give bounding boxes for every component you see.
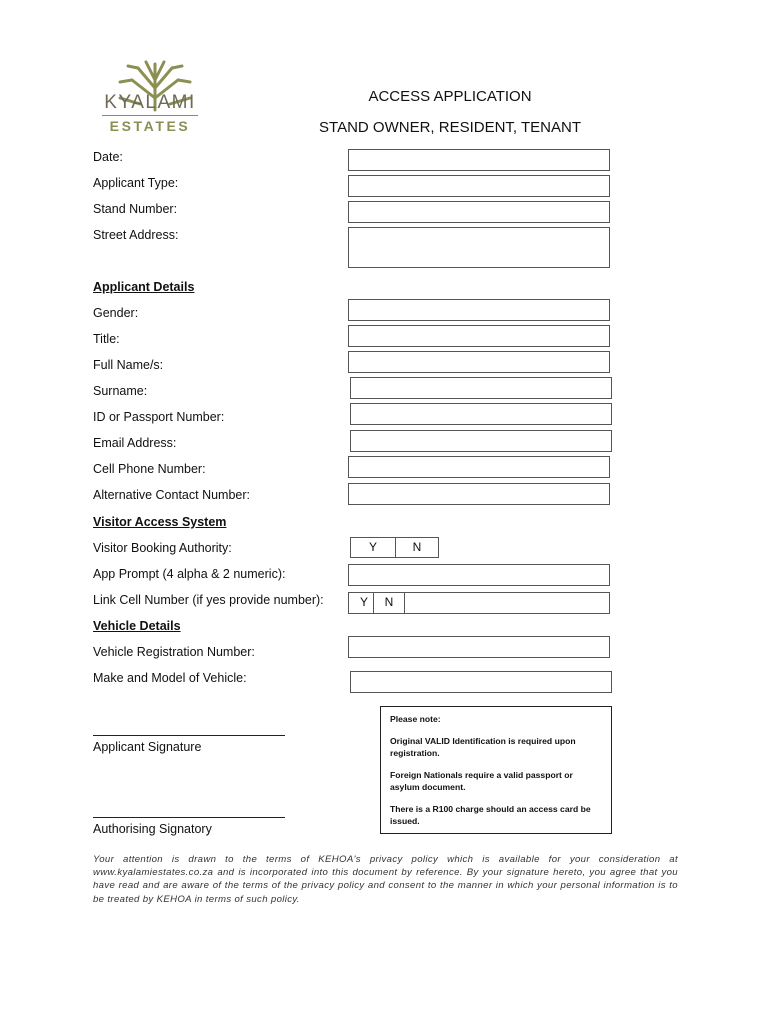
alt-contact-field[interactable] xyxy=(348,483,610,505)
link-cell-label: Link Cell Number (if yes provide number): xyxy=(93,593,324,607)
brand-sub: ESTATES xyxy=(109,118,191,134)
note-line-passport: Foreign Nationals require a valid passport or asylum document. xyxy=(390,769,573,792)
note-line-id: Original VALID Identification is required upon registration. xyxy=(390,735,576,758)
vehicle-details-heading: Vehicle Details xyxy=(93,619,181,633)
gender-field[interactable] xyxy=(348,299,610,321)
brand-name: KYALAMI xyxy=(104,92,196,113)
cell-field[interactable] xyxy=(348,456,610,478)
stand-number-field[interactable] xyxy=(348,201,610,223)
full-names-label: Full Name/s: xyxy=(93,358,164,372)
note-line-charge: There is a R100 charge should an access card be issued. xyxy=(390,803,591,826)
applicant-details-heading: Applicant Details xyxy=(93,280,195,294)
visitor-access-heading: Visitor Access System xyxy=(93,515,227,529)
title-label: Title: xyxy=(93,332,120,346)
cell-label: Cell Phone Number: xyxy=(93,462,206,476)
full-names-field[interactable] xyxy=(348,351,610,373)
date-label: Date: xyxy=(93,150,123,164)
id-number-label: ID or Passport Number: xyxy=(93,410,225,424)
booking-authority-yn xyxy=(350,537,439,558)
street-address-label: Street Address: xyxy=(93,228,179,242)
link-cell-yes-option[interactable]: Y xyxy=(359,595,368,609)
booking-yes-option[interactable]: Y xyxy=(368,540,377,554)
title-field[interactable] xyxy=(348,325,610,347)
applicant-type-field[interactable] xyxy=(348,175,610,197)
gender-label: Gender: xyxy=(93,306,139,320)
surname-label: Surname: xyxy=(93,384,148,398)
page-title: ACCESS APPLICATION xyxy=(368,88,532,105)
privacy-notice: Your attention is drawn to the terms of KEHOA's privacy policy which is available for your consideration at www.kyalamiestates.co.za and is incorporated into this document by reference. By your signature hereto, you agree that you have read and are aware of the terms of the privacy policy and consent to the manner in which your personal information is to be treated by KEHOA in terms of such policy. xyxy=(93,854,678,905)
registration-field[interactable] xyxy=(348,636,610,658)
app-prompt-field[interactable] xyxy=(348,564,610,586)
stand-number-label: Stand Number: xyxy=(93,202,178,216)
authorising-signatory-label: Authorising Signatory xyxy=(93,822,212,836)
applicant-signature-line[interactable] xyxy=(93,735,285,736)
link-cell-field xyxy=(348,592,610,614)
id-number-field[interactable] xyxy=(350,403,612,425)
booking-authority-label: Visitor Booking Authority: xyxy=(93,541,232,555)
applicant-type-label: Applicant Type: xyxy=(93,176,179,190)
email-label: Email Address: xyxy=(93,436,177,450)
make-model-field[interactable] xyxy=(350,671,612,693)
street-address-field[interactable] xyxy=(348,227,610,268)
authorising-signature-line[interactable] xyxy=(93,817,285,818)
link-cell-number-input[interactable] xyxy=(404,593,609,613)
link-cell-no-option[interactable]: N xyxy=(373,593,404,613)
surname-field[interactable] xyxy=(350,377,612,399)
note-heading: Please note: xyxy=(390,714,441,724)
page-subtitle: STAND OWNER, RESIDENT, TENANT xyxy=(319,119,581,136)
make-model-label: Make and Model of Vehicle: xyxy=(93,671,247,685)
registration-label: Vehicle Registration Number: xyxy=(93,645,255,659)
date-field[interactable] xyxy=(348,149,610,171)
applicant-signature-label: Applicant Signature xyxy=(93,740,202,754)
booking-no-option[interactable]: N xyxy=(395,538,438,557)
app-prompt-label: App Prompt (4 alpha & 2 numeric): xyxy=(93,567,286,581)
brand-divider xyxy=(102,115,198,116)
alt-contact-label: Alternative Contact Number: xyxy=(93,488,251,502)
please-note-box xyxy=(380,706,612,834)
email-field[interactable] xyxy=(350,430,612,452)
brand-wordmark xyxy=(98,92,202,134)
